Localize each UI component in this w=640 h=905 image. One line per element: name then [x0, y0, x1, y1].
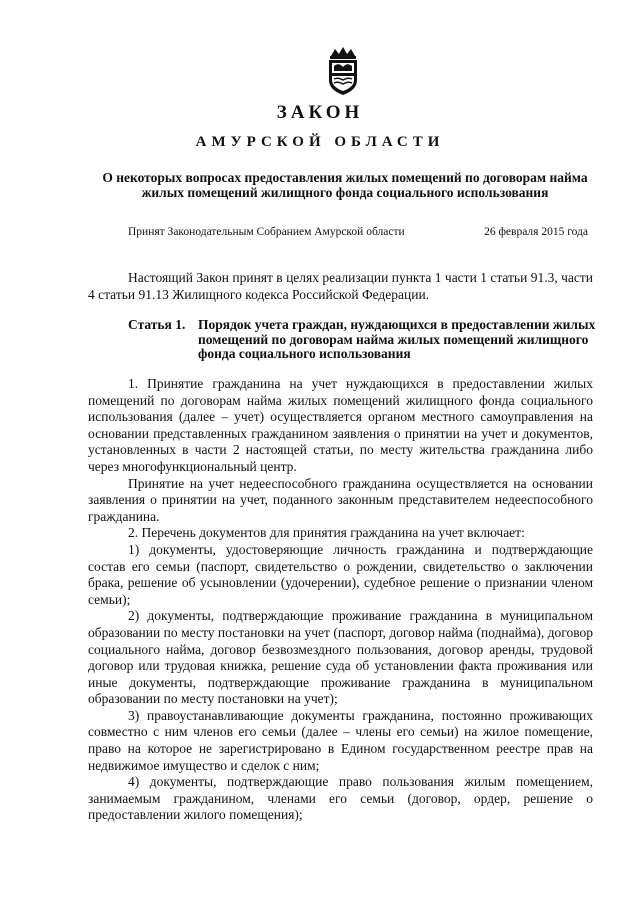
intro-paragraph: Настоящий Закон принят в целях реализации пункта 1 части 1 статьи 91.3, части 4 статьи 91.13 Жилищного кодекса Российской Федерации. [88, 270, 593, 302]
coat-of-arms-icon [325, 46, 361, 96]
region-subtitle: АМУРСКОЙ ОБЛАСТИ [195, 134, 445, 150]
paragraph: 2. Перечень документов для принятия гражданина на учет включает: [128, 525, 525, 541]
intro-section [88, 270, 593, 303]
article-label: Статья 1. [128, 317, 186, 332]
adoption-date: 26 февраля 2015 года [484, 226, 588, 238]
adopted-by: Принят Законодательным Собранием Амурской области [128, 226, 405, 238]
article-title: Порядок учета граждан, нуждающихся в предоставлении жилых помещений по договорам найма жилых помещений жилищного фонда социального использования [198, 317, 596, 361]
law-title: ЗАКОН [276, 102, 364, 123]
paragraph: 1. Принятие гражданина на учет нуждающихся в предоставлении жилых помещений по договорам найма жилых помещений жилищного фонда социального использования (далее – учет) осуществляется органом местного самоуправления на основании представленных гражданином заявления о принятии на учет и документов, установленных в части 2 настоящей статьи, по месту жительства гражданина либо через многофункциональный центр. [88, 376, 593, 474]
paragraph: 1) документы, удостоверяющие личность гражданина и подтверждающие состав его семьи (паспорт, свидетельство о рождении, свидетельство о заключении брака, решение об усыновлении (удочерении), судебное решение о признании членом семьи); [88, 541, 593, 607]
paragraph: 4) документы, подтверждающие право пользования жилым помещением, занимаемым гражданином, членами его семьи (договор, ордер, решение о предоставлении жилого помещения); [88, 774, 593, 823]
paragraph: Принятие на учет недееспособного гражданина осуществляется на основании заявления о принятии на учет, поданного законным представителем недееспособного гражданина. [88, 475, 593, 524]
paragraph: 2) документы, подтверждающие проживание гражданина в муниципальном образовании по месту постановки на учет (паспорт, договор найма (поднайма), договор социального найма, договор безвозмездного пользования, договор аренды, трудовой договор или трудовая книжка, решение суда об установлении факта проживания или иные документы, подтверждающие проживание гражданина в муниципальном образовании по месту постановки на учет); [88, 608, 593, 707]
article-body [88, 376, 593, 824]
document-title: О некоторых вопросах предоставления жилых помещений по договорам найма жилых помещений жилищного фонда социального использования [102, 170, 588, 200]
paragraph: 3) правоустанавливающие документы гражданина, постоянно проживающих совместно с ним членов его семьи (далее – члены его семьи) на жилое помещение, право на которое не зарегистрировано в Едином государственном реестре прав на недвижимое имущество и сделок с ним; [88, 707, 593, 773]
article-heading [128, 318, 598, 362]
